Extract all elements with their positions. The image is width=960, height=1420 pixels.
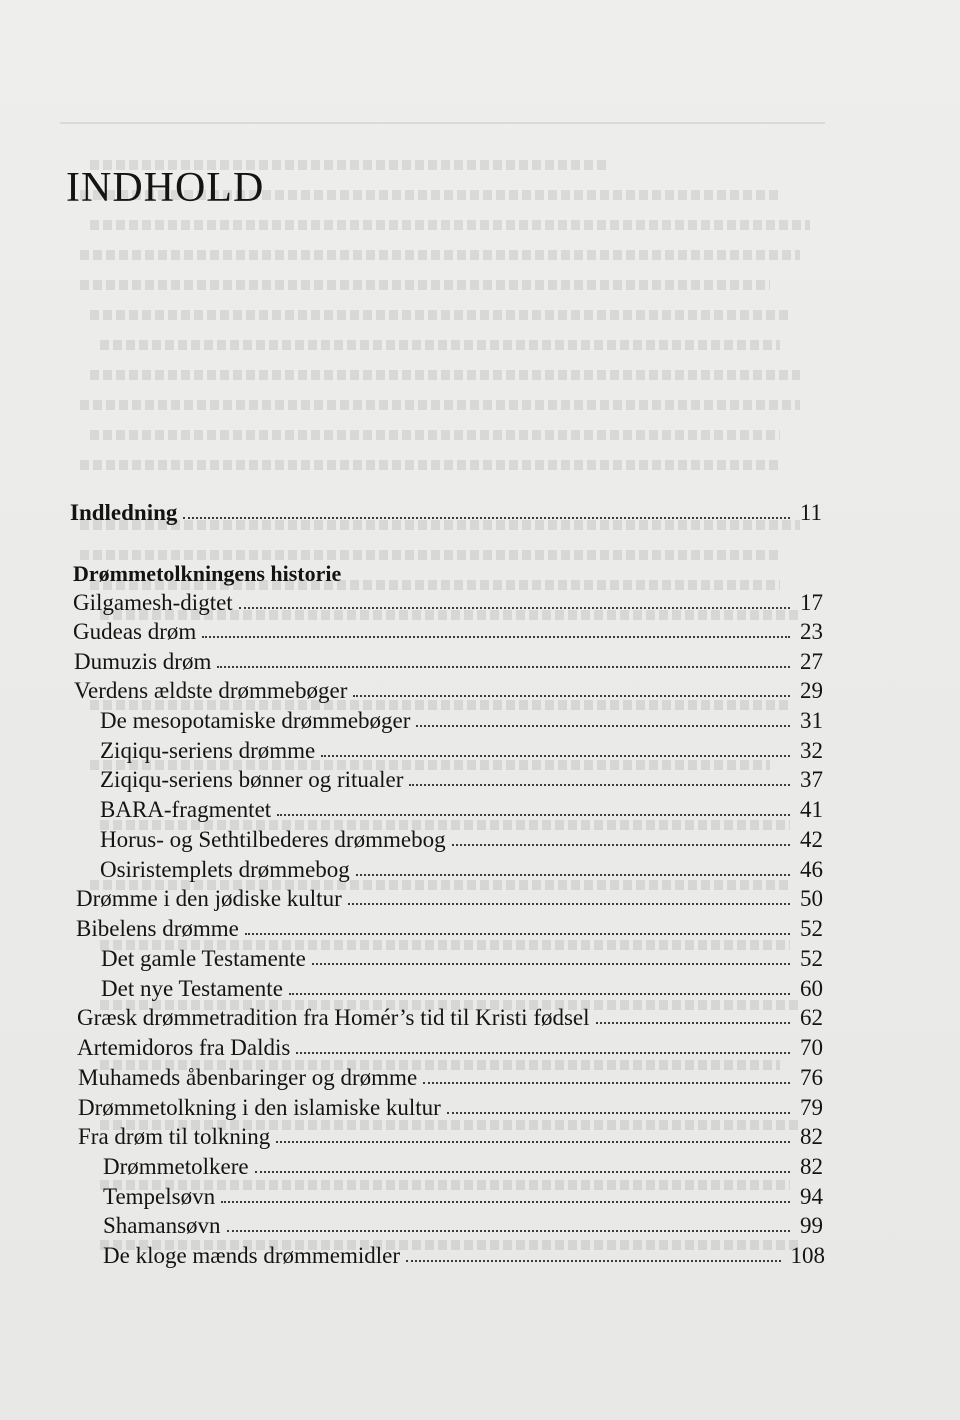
toc-entry-text: Indledning [70,500,178,525]
toc-entry[interactable] [78,1065,823,1091]
toc-entry[interactable] [100,827,823,853]
toc-entry-page: 62 [800,1005,823,1030]
ghost-line [80,400,800,410]
dot-leader [447,1111,790,1114]
toc-entry-page: 79 [800,1095,823,1120]
dot-leader [348,902,790,905]
toc-entry-text: Det nye Testamente [101,976,283,1001]
dot-leader [183,516,789,519]
dot-leader [423,1081,790,1084]
toc-entry-text: Gilgamesh-digtet [73,590,233,615]
toc-entry-text: Drømmetolkere [103,1154,249,1179]
toc-entry-text: Horus- og Sethtilbederes drømmebog [100,827,446,852]
page-title: INDHOLD [66,165,265,211]
toc-entry[interactable] [77,1035,823,1061]
toc-entry-page: 70 [800,1035,823,1060]
toc-entry-page: 99 [800,1213,823,1238]
ghost-line [80,250,800,260]
toc-entry[interactable] [78,1095,823,1121]
toc-entry[interactable] [74,649,823,675]
dot-leader [321,754,790,757]
toc-entry[interactable] [101,946,823,972]
toc-entry-text: Drømmetolkning i den islamiske kultur [78,1095,441,1120]
toc-entry[interactable] [100,738,823,764]
toc-entry[interactable] [73,619,823,645]
dot-leader [289,992,790,995]
toc-entry-page: 50 [800,886,823,911]
toc-entry[interactable] [100,797,823,823]
toc-entry-text: Ziqiqu-seriens bønner og ritualer [100,767,404,792]
toc-entry-page: 23 [800,619,823,644]
toc-entry[interactable] [100,708,823,734]
toc-entry-text: Osiristemplets drømmebog [100,857,350,882]
toc-entry[interactable] [73,590,823,616]
dot-leader [245,932,790,935]
dot-leader [239,606,790,609]
toc-entry[interactable] [103,1154,823,1180]
toc-entry-page: 11 [799,500,822,525]
dot-leader [416,724,790,727]
dot-leader [276,1140,790,1143]
toc-entry-page: 82 [800,1154,823,1179]
toc-entry-text: Bibelens drømme [76,916,239,941]
toc-entry[interactable] [101,976,823,1002]
toc-entry-intro[interactable] [70,500,822,526]
toc-entry-page: 29 [800,678,823,703]
dot-leader [227,1229,790,1232]
toc-entry-page: 17 [800,590,823,615]
toc-entry-page: 94 [800,1184,823,1209]
toc-entry[interactable] [77,1005,823,1031]
ghost-rule [60,122,825,124]
toc-entry-text: Det gamle Testamente [101,946,306,971]
toc-entry-text: BARA-fragmentet [100,797,272,822]
toc-entry[interactable] [103,1243,825,1269]
dot-leader [312,962,790,965]
dot-leader [255,1170,790,1173]
dot-leader [356,873,790,876]
dot-leader [221,1200,790,1203]
toc-entry[interactable] [78,1124,823,1150]
ghost-line [90,310,790,320]
toc-entry-page: 46 [800,857,823,882]
toc-entry-page: 76 [800,1065,823,1090]
toc-entry-text: Artemidoros fra Daldis [77,1035,291,1060]
toc-entry[interactable] [103,1184,823,1210]
ghost-line [90,370,800,380]
toc-entry-page: 52 [800,916,823,941]
toc-entry-page: 27 [800,649,823,674]
toc-entry-page: 52 [800,946,823,971]
dot-leader [452,843,790,846]
toc-entry[interactable] [74,678,823,704]
ghost-line [80,460,780,470]
toc-entry[interactable] [76,916,823,942]
toc-entry[interactable] [76,886,823,912]
dot-leader [202,635,790,638]
toc-entry-text: De kloge mænds drømmemidler [103,1243,401,1268]
ghost-line [80,280,770,290]
toc-entry-text: Shamansøvn [103,1213,221,1238]
toc-entry-text: Græsk drømmetradition fra Homér’s tid til Kristi fødsel [77,1005,590,1030]
toc-entry[interactable] [100,767,823,793]
toc-entry-page: 31 [800,708,823,733]
toc-entry-page: 37 [800,767,823,792]
dot-leader [217,665,790,668]
toc-entry-page: 108 [790,1243,825,1268]
dot-leader [277,813,790,816]
toc-entry-page: 60 [800,976,823,1001]
section-heading: Drømmetolkningens historie [73,561,342,586]
toc-entry-text: Muhameds åbenbaringer og drømme [78,1065,418,1090]
toc-entry[interactable] [100,857,823,883]
dot-leader [596,1021,790,1024]
toc-entry-page: 32 [800,738,823,763]
toc-entry[interactable] [103,1213,823,1239]
ghost-line [90,430,780,440]
toc-entry-page: 82 [800,1124,823,1149]
toc-entry-text: Tempelsøvn [103,1184,216,1209]
ghost-line [100,340,780,350]
toc-entry-text: Verdens ældste drømmebøger [74,678,348,703]
ghost-line [90,220,810,230]
toc-entry-text: Drømme i den jødiske kultur [76,886,342,911]
dot-leader [296,1051,790,1054]
ghost-line [80,550,780,560]
toc-entry-page: 41 [800,797,823,822]
toc-entry-text: Ziqiqu-seriens drømme [100,738,316,763]
toc-entry-text: Dumuzis drøm [74,649,212,674]
dot-leader [409,783,790,786]
toc-entry-text: De mesopotamiske drømmebøger [100,708,411,733]
dot-leader [406,1259,780,1262]
dot-leader [353,694,790,697]
toc-entry-text: Gudeas drøm [73,619,197,644]
toc-entry-page: 42 [800,827,823,852]
toc-entry-text: Fra drøm til tolkning [78,1124,271,1149]
